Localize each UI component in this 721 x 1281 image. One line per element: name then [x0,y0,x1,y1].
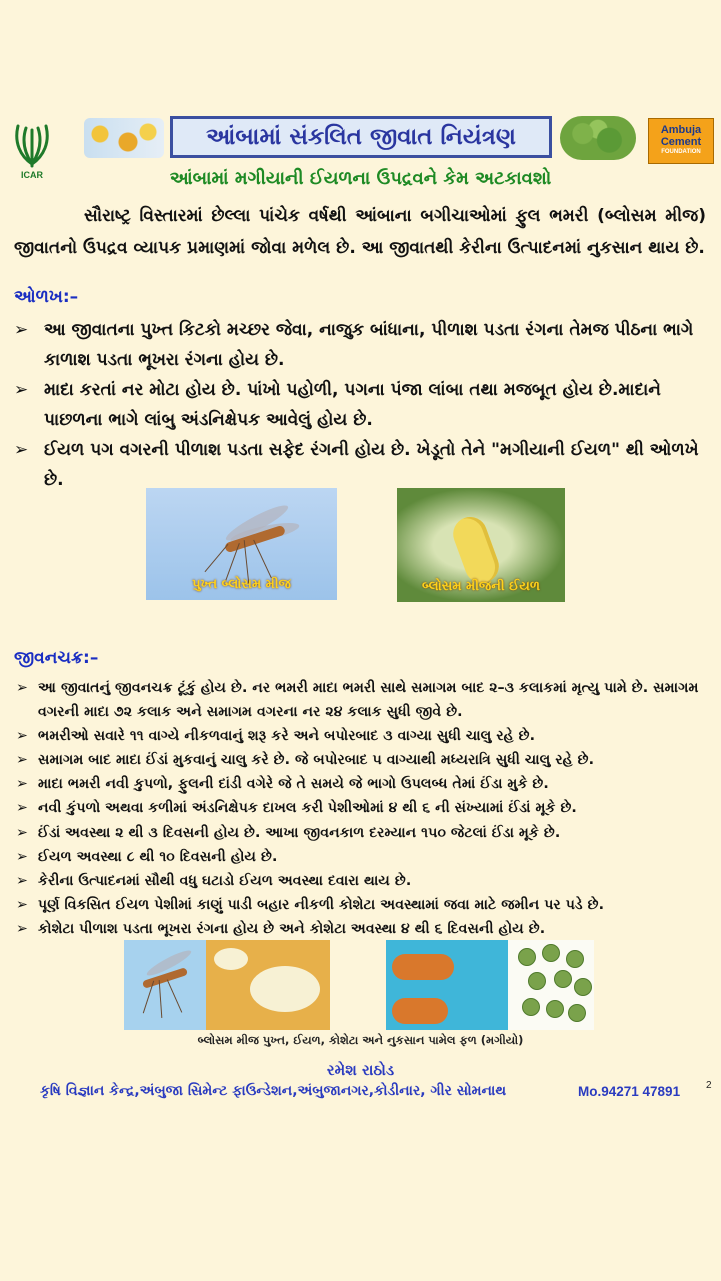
ambuja-logo [648,118,714,164]
list-item: ➢ પૂર્ણ વિકસિત ઈયળ પેશીમાં કાણું પાડી બહાર નીકળી કોશેટા અવસ્થામાં જવા માટે જમીન પર પડે છે. [16,893,708,917]
mango-decoration-image [84,118,164,158]
larvae-photo [206,940,330,1030]
list-item: ➢ આ જીવાતનું જીવનચક્ર ટૂંકું હોય છે. નર ભમરી માદા ભમરી સાથે સમાગમ બાદ ૨–૩ કલાકમાં મૃત્યુ પામે છે. સમાગમ વગરની માદા ૭૨ કલાક અને સમાગમ વગરના નર ૨૪ કલાક સુધી જીવે છે. [16,676,708,724]
ambuja-logo-line1: Ambuja [660,124,702,136]
arrow-bullet-icon: ➢ [16,776,28,793]
adult-midge-photo-small [124,940,206,1030]
ambuja-logo-line2: Cement [660,136,702,148]
organization-address: કૃષિ વિજ્ઞાન કેન્દ્ર,અંબુજા સિમેન્ટ ફાઉન્ડેશન,અંબુજાનગર,કોડીનાર, ગીર સોમનાથ [40,1083,507,1099]
list-item: ➢ માદા ભમરી નવી કુપળો, ફુલની દાંડી વગેરે જે તે સમયે જે ભાગો ઉપલબ્ધ તેમાં ઈંડા મુકે છે. [16,772,708,796]
icar-label: ICAR [21,170,43,180]
list-item: ➢ માદા કરતાં નર મોટા હોય છે. પાંખો પહોળી, પગના પંજા લાંબા તથા મજબૂત હોય છે.માદાને પાછળના ભાગે લાંબુ અંડનિક્ષેપક આવેલું હોય છે. [14,375,710,435]
list-item: ➢ ભમરીઓ સવારે ૧૧ વાગ્યે નીકળવાનું શરૂ કરે અને બપોરબાદ ૩ વાગ્યા સુધી ચાલુ રહે છે. [16,724,708,748]
adult-midge-photo [146,488,337,600]
arrow-bullet-icon: ➢ [16,728,28,745]
page-title: આંબામાં સંકલિત જીવાત નિયંત્રણ [170,116,552,158]
list-item: ➢ કેરીના ઉત્પાદનમાં સૌથી વધુ ઘટાડો ઈયળ અવસ્થા દવારા થાય છે. [16,869,708,893]
list-item: ➢ સમાગમ બાદ માદા ઈંડાં મુકવાનું ચાલુ કરે છે. જે બપોરબાદ ૫ વાગ્યાથી મધ્યરાત્રિ સુધી ચાલુ રહે છે. [16,748,708,772]
arrow-bullet-icon: ➢ [16,824,28,841]
adult-midge-caption: પુખ્ત બ્લોસમ મીજ [192,577,291,592]
arrow-bullet-icon: ➢ [16,848,28,865]
midge-larva-photo [397,488,565,602]
arrow-bullet-icon: ➢ [16,920,28,937]
intro-text: સૌરાષ્ટ્ર વિસ્તારમાં છેલ્લા પાંચેક વર્ષથી આંબાના બગીચાઓમાં ફુલ ભમરી (બ્લોસમ મીજ) જીવાતનો ઉપદ્રવ વ્યાપક પ્રમાણમાં જોવા મળેલ છે. આ જીવાતથી કેરીના ઉત્પાદનમાં નુકસાન થાય છે. [14,206,706,258]
arrow-bullet-icon: ➢ [14,440,29,460]
list-item: ➢ કોશેટા પીળાશ પડતા ભૂખરા રંગના હોય છે અને કોશેટા અવસ્થા ૪ થી ૬ દિવસની હોય છે. [16,917,708,941]
list-item: ➢ આ જીવાતના પુખ્ત કિટકો મચ્છર જેવા, નાજુક બાંધાના, પીળાશ પડતા રંગના તેમજ પીઠના ભાગે કાળાશ પડતા ભૂખરા રંગના હોય છે. [14,315,710,375]
mobile-number: Mo.94271 47891 [578,1084,681,1099]
arrow-bullet-icon: ➢ [14,320,29,340]
page-number: 2 [706,1080,712,1091]
list-item: ➢ ઈયળ અવસ્થા ૮ થી ૧૦ દિવસની હોય છે. [16,845,708,869]
arrow-bullet-icon: ➢ [14,380,29,400]
pupa-photo [386,940,508,1030]
damaged-fruit-photo [508,940,594,1030]
arrow-bullet-icon: ➢ [16,872,28,889]
ambuja-logo-line3: FOUNDATION [661,149,701,155]
author-name: રમેશ રાઠોડ [326,1061,395,1079]
midge-larva-caption: બ્લોસમ મીજની ઈયળ [422,579,540,594]
identification-list [14,315,710,495]
list-item: ➢ ઈયળ પગ વગરની પીળાશ પડતા સફેદ રંગની હોય છે. ખેડૂતો તેને "મગીયાની ઈયળ" થી ઓળખે છે. [14,435,710,495]
arrow-bullet-icon: ➢ [16,896,28,913]
arrow-bullet-icon: ➢ [16,680,28,696]
identification-heading: ઓળખ:– [14,287,79,307]
photo-strip-caption: બ્લોસમ મીજ પુખ્ત, ઈયળ, કોશેટા અને નુકસાન પામેલ ફળ (મગીયો) [197,1033,524,1047]
lifecycle-heading: જીવનચક્ર:– [14,648,99,668]
arrow-bullet-icon: ➢ [16,752,28,769]
list-item: ➢ ઈંડાં અવસ્થા ૨ થી ૩ દિવસની હોય છે. આખા જીવનકાળ દરમ્યાન ૧૫૦ જેટલાં ઈંડા મૂકે છે. [16,821,708,845]
mango-tree-image [560,116,636,160]
intro-paragraph [14,200,706,264]
subtitle: આંબામાં મગીયાની ઈયળના ઉપદ્રવને કેમ અટકાવશો [169,168,552,189]
arrow-bullet-icon: ➢ [16,800,28,817]
list-item: ➢ નવી કુંપળો અથવા કળીમાં અંડનિક્ષેપક દાખલ કરી પેશીઓમાં ૪ થી ૬ ની સંખ્યામાં ઈંડાં મૂકે છે. [16,796,708,820]
lifecycle-list [16,676,708,941]
